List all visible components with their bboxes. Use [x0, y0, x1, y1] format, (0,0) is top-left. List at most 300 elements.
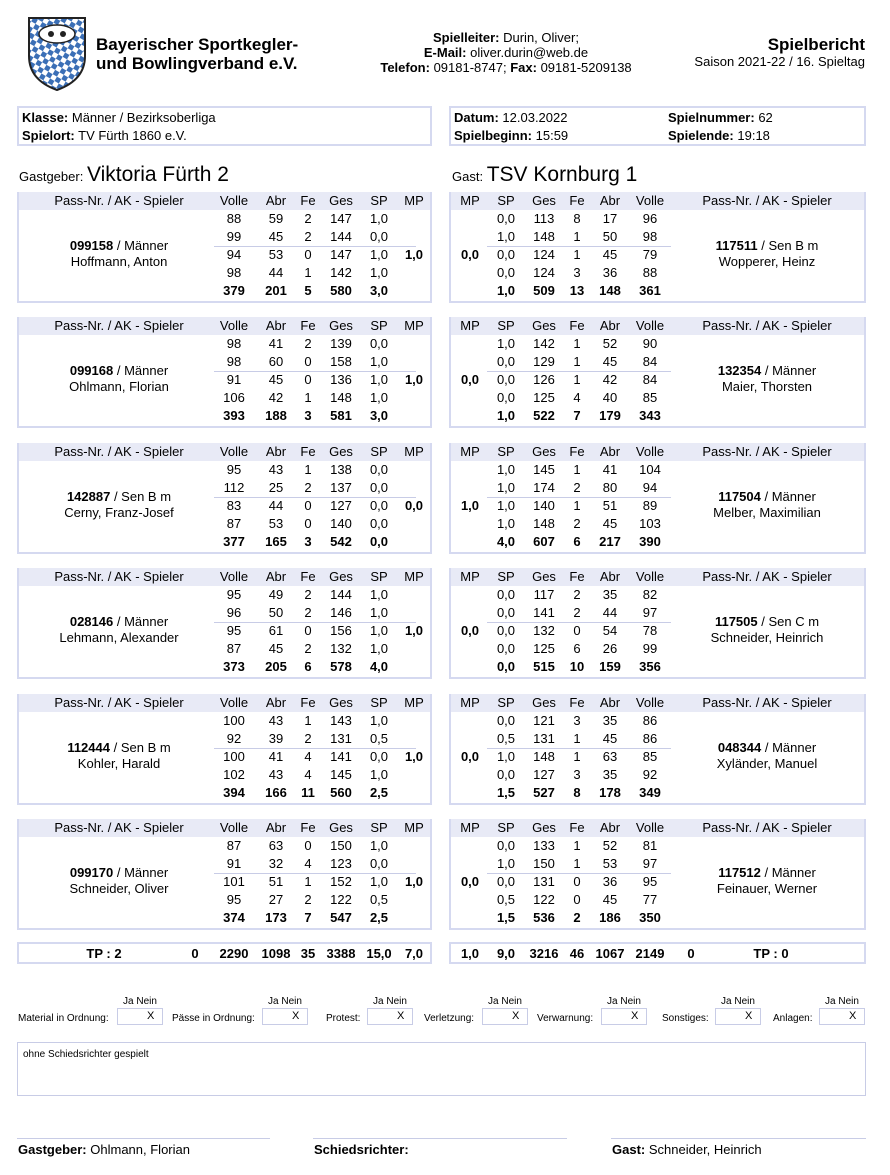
cell-abr: 43: [268, 713, 284, 728]
cell-ges: 148: [330, 390, 352, 405]
total-fe: 5: [304, 283, 312, 298]
cell-volle: 77: [642, 892, 658, 907]
col-pass-header: Pass-Nr. / AK - Spieler: [702, 318, 832, 333]
cell-volle: 91: [226, 856, 242, 871]
cell-sp: 0,0: [369, 856, 389, 871]
cell-volle: 98: [642, 229, 658, 244]
guest-table-header: [451, 694, 864, 712]
player-name: Schneider, Oliver: [69, 881, 169, 896]
cell-volle: 103: [639, 516, 661, 531]
check-label: Pässe in Ordnung:: [172, 1013, 255, 1024]
cell-ges: 148: [533, 516, 555, 531]
throw-row: [19, 712, 430, 730]
guest-total-box: [449, 942, 866, 964]
player-age-class: / Männer: [113, 238, 169, 253]
nein-label: Nein: [136, 996, 157, 1007]
total-row: [19, 784, 430, 802]
home-player-table: [17, 317, 432, 428]
player-pass-number: 117512: [718, 865, 761, 880]
cell-fe: 4: [304, 767, 312, 782]
check-box-2[interactable]: [367, 1008, 413, 1025]
home-team-label: Gastgeber:: [19, 169, 84, 184]
cell-abr: 51: [602, 498, 618, 513]
cell-sp: 1,0: [369, 641, 389, 656]
cell-sp: 1,0: [369, 390, 389, 405]
col-volle-header: Volle: [219, 569, 249, 584]
cell-sp: 0,0: [369, 498, 389, 513]
cell-sp: 1,0: [369, 354, 389, 369]
spielende-label: Spielende:: [668, 128, 734, 143]
nein-label: Nein: [838, 996, 859, 1007]
cell-ges: 141: [533, 605, 555, 620]
player-name: Feinauer, Werner: [716, 881, 818, 896]
cell-volle: 92: [226, 731, 242, 746]
ja-label: Ja: [721, 996, 732, 1007]
check-box-3[interactable]: [482, 1008, 528, 1025]
col-pass-header: Pass-Nr. / AK - Spieler: [54, 569, 184, 584]
col-pass-header: Pass-Nr. / AK - Spieler: [54, 695, 184, 710]
player-pass-number: 112444: [67, 740, 110, 755]
player-pass-number: 099158: [69, 238, 114, 253]
total-row: [451, 658, 864, 676]
nein-label: Nein: [386, 996, 407, 1007]
spielende-value: 19:18: [737, 128, 770, 143]
total-volle: 377: [223, 534, 245, 549]
cell-ges: 122: [533, 892, 555, 907]
cell-abr: 41: [268, 749, 284, 764]
cell-ges: 113: [533, 211, 555, 226]
col-ges-header: Ges: [532, 444, 556, 459]
cell-abr: 43: [268, 767, 284, 782]
cell-ges: 121: [533, 713, 555, 728]
total-volle: 356: [639, 659, 661, 674]
cell-sp: 1,0: [369, 874, 389, 889]
col-ges-header: Ges: [329, 569, 353, 584]
total-fe: 8: [573, 785, 581, 800]
cell-ges: 123: [330, 856, 352, 871]
telefon-value: 09181-8747;: [433, 60, 507, 75]
cell-sp: 0,0: [496, 372, 516, 387]
cell-abr: 35: [602, 587, 618, 602]
col-mp-header: MP: [404, 569, 424, 584]
guest-total-volle: 2149: [635, 946, 665, 961]
home-signature-label: Gastgeber:: [18, 1142, 87, 1157]
cell-abr: 45: [602, 731, 618, 746]
player-pass-number: 117511: [715, 238, 758, 253]
cell-volle: 96: [226, 605, 242, 620]
player-mp: 1,0: [404, 874, 424, 889]
cell-abr: 61: [268, 623, 284, 638]
total-sp: 2,5: [369, 910, 389, 925]
cell-ges: 140: [533, 498, 555, 513]
throw-row: [19, 837, 430, 855]
col-fe-header: Fe: [300, 318, 316, 333]
col-volle-header: Volle: [635, 820, 665, 835]
check-header: [721, 996, 755, 1007]
cell-sp: 1,0: [369, 605, 389, 620]
cell-fe: 2: [304, 336, 312, 351]
check-mark: X: [512, 1010, 520, 1022]
cell-abr: 45: [268, 641, 284, 656]
guest-player-table: [449, 819, 866, 930]
cell-fe: 2: [304, 605, 312, 620]
player-info: [39, 489, 199, 521]
cell-ges: 174: [533, 480, 555, 495]
cell-ges: 131: [533, 874, 555, 889]
guest-signature-label: Gast:: [612, 1142, 646, 1157]
cell-abr: 50: [602, 229, 618, 244]
cell-fe: 4: [304, 749, 312, 764]
check-mark: X: [631, 1010, 639, 1022]
cell-ges: 146: [330, 605, 352, 620]
col-volle-header: Volle: [635, 318, 665, 333]
player-pass-number: 142887: [66, 489, 111, 504]
cell-abr: 53: [602, 856, 618, 871]
org-line-2: und Bowlingverband e.V.: [96, 54, 298, 73]
col-mp-header: MP: [404, 193, 424, 208]
home-table-header: [19, 317, 430, 335]
cell-volle: 95: [226, 462, 242, 477]
row-separator: [487, 748, 671, 749]
player-pass-line: [39, 614, 199, 630]
home-table-header: [19, 443, 430, 461]
check-header: [268, 996, 302, 1007]
throw-row: [451, 461, 864, 479]
cell-ges: 139: [330, 336, 352, 351]
total-sp: 0,0: [496, 659, 516, 674]
referee-signature-label: Schiedsrichter:: [314, 1142, 409, 1157]
player-mp: 0,0: [460, 623, 480, 638]
cell-abr: 35: [602, 767, 618, 782]
cell-abr: 63: [602, 749, 618, 764]
cell-sp: 1,0: [369, 767, 389, 782]
total-ges: 542: [330, 534, 352, 549]
col-volle-header: Volle: [219, 318, 249, 333]
player-name: Xyländer, Manuel: [716, 756, 818, 771]
home-total-fe: 35: [300, 946, 316, 961]
col-abr-header: Abr: [265, 820, 287, 835]
total-ges: 509: [533, 283, 555, 298]
cell-volle: 100: [223, 749, 245, 764]
guest-player-table: [449, 317, 866, 428]
player-name: Ohlmann, Florian: [69, 379, 169, 394]
home-table-header: [19, 568, 430, 586]
total-ges: 580: [330, 283, 352, 298]
player-pass-line: [39, 740, 199, 756]
total-volle: 350: [639, 910, 661, 925]
cell-volle: 86: [642, 731, 658, 746]
col-pass-header: Pass-Nr. / AK - Spieler: [702, 569, 832, 584]
total-abr: 205: [265, 659, 287, 674]
klasse-label: Klasse:: [22, 110, 69, 125]
cell-fe: 1: [573, 336, 581, 351]
col-mp-header: MP: [460, 820, 480, 835]
cell-sp: 0,0: [496, 587, 516, 602]
check-box-1[interactable]: [262, 1008, 308, 1025]
total-abr: 178: [599, 785, 621, 800]
cell-volle: 91: [226, 372, 242, 387]
cell-abr: 52: [602, 336, 618, 351]
cell-sp: 0,0: [369, 462, 389, 477]
cell-sp: 0,0: [496, 247, 516, 262]
cell-sp: 0,0: [496, 641, 516, 656]
home-tp: TP : 2: [86, 946, 122, 961]
cell-abr: 25: [268, 480, 284, 495]
col-pass-header: Pass-Nr. / AK - Spieler: [702, 444, 832, 459]
cell-fe: 3: [573, 713, 581, 728]
check-label: Sonstiges:: [662, 1013, 709, 1024]
cell-sp: 0,0: [496, 838, 516, 853]
cell-volle: 87: [226, 516, 242, 531]
player-pass-number: 028146: [69, 614, 114, 629]
cell-ges: 141: [330, 749, 352, 764]
total-row: [451, 784, 864, 802]
col-abr-header: Abr: [265, 695, 287, 710]
check-mark: X: [849, 1010, 857, 1022]
check-box-5[interactable]: [715, 1008, 761, 1025]
check-header: [488, 996, 522, 1007]
cell-fe: 2: [573, 587, 581, 602]
total-volle: 349: [639, 785, 661, 800]
col-fe-header: Fe: [300, 820, 316, 835]
cell-volle: 87: [226, 641, 242, 656]
cell-fe: 2: [573, 605, 581, 620]
cell-abr: 45: [602, 516, 618, 531]
check-mark: X: [147, 1010, 155, 1022]
cell-abr: 44: [268, 498, 284, 513]
ja-label: Ja: [488, 996, 499, 1007]
row-separator: [487, 497, 671, 498]
throw-row: [19, 586, 430, 604]
cell-fe: 1: [573, 838, 581, 853]
cell-sp: 1,0: [369, 265, 389, 280]
cell-ges: 124: [533, 247, 555, 262]
col-volle-header: Volle: [635, 569, 665, 584]
player-pass-line: [39, 238, 199, 254]
cell-sp: 0,0: [496, 767, 516, 782]
guest-table-header: [451, 317, 864, 335]
player-mp: 0,0: [460, 372, 480, 387]
total-abr: 217: [599, 534, 621, 549]
remarks-box[interactable]: [17, 1042, 866, 1096]
col-sp-header: SP: [497, 444, 515, 459]
cell-fe: 0: [304, 498, 312, 513]
col-ges-header: Ges: [532, 569, 556, 584]
cell-abr: 53: [268, 516, 284, 531]
check-mark: X: [397, 1010, 405, 1022]
col-volle-header: Volle: [635, 695, 665, 710]
cell-ges: 143: [330, 713, 352, 728]
col-ges-header: Ges: [329, 820, 353, 835]
cell-ges: 131: [330, 731, 352, 746]
total-row: [19, 407, 430, 425]
cell-ges: 147: [330, 211, 352, 226]
col-sp-header: SP: [370, 695, 388, 710]
col-sp-header: SP: [370, 318, 388, 333]
cell-fe: 0: [304, 247, 312, 262]
email-value: oliver.durin@web.de: [470, 45, 589, 60]
total-sp: 2,5: [369, 785, 389, 800]
cell-volle: 95: [226, 587, 242, 602]
cell-volle: 94: [642, 480, 658, 495]
cell-fe: 1: [573, 731, 581, 746]
col-fe-header: Fe: [569, 695, 585, 710]
col-sp-header: SP: [497, 569, 515, 584]
col-volle-header: Volle: [219, 444, 249, 459]
col-volle-header: Volle: [635, 193, 665, 208]
cell-abr: 17: [602, 211, 618, 226]
home-total-ges: 3388: [326, 946, 356, 961]
cell-fe: 1: [573, 462, 581, 477]
home-total-box: [17, 942, 432, 964]
ja-label: Ja: [607, 996, 618, 1007]
cell-sp: 1,0: [496, 516, 516, 531]
total-fe: 6: [304, 659, 312, 674]
cell-sp: 1,0: [369, 372, 389, 387]
referee-signature-line: [313, 1138, 567, 1139]
organization-name: [96, 35, 298, 73]
cell-volle: 100: [223, 713, 245, 728]
cell-sp: 0,0: [496, 623, 516, 638]
col-sp-header: SP: [497, 695, 515, 710]
col-volle-header: Volle: [219, 193, 249, 208]
cell-volle: 98: [226, 336, 242, 351]
ja-label: Ja: [123, 996, 134, 1007]
player-age-class: / Männer: [113, 865, 169, 880]
total-sp: 3,0: [369, 283, 389, 298]
cell-volle: 90: [642, 336, 658, 351]
total-ges: 522: [533, 408, 555, 423]
check-box-0[interactable]: [117, 1008, 163, 1025]
cell-volle: 104: [639, 462, 661, 477]
cell-abr: 35: [602, 713, 618, 728]
cell-sp: 1,0: [496, 229, 516, 244]
cell-ges: 144: [330, 587, 352, 602]
col-abr-header: Abr: [599, 695, 621, 710]
cell-fe: 2: [573, 516, 581, 531]
player-info: [39, 238, 199, 270]
cell-sp: 1,0: [496, 480, 516, 495]
cell-sp: 0,0: [369, 749, 389, 764]
guest-team-name: TSV Kornburg 1: [486, 163, 638, 186]
player-age-class: / Sen B m: [110, 489, 172, 504]
col-volle-header: Volle: [219, 820, 249, 835]
player-mp: 1,0: [404, 247, 424, 262]
cell-abr: 52: [602, 838, 618, 853]
cell-volle: 92: [642, 767, 658, 782]
cell-ges: 117: [533, 587, 555, 602]
check-box-6[interactable]: [819, 1008, 865, 1025]
total-volle: 393: [223, 408, 245, 423]
col-fe-header: Fe: [569, 820, 585, 835]
col-abr-header: Abr: [265, 569, 287, 584]
fax-label: Fax:: [510, 60, 537, 75]
check-label: Protest:: [326, 1013, 361, 1024]
spielleiter-label: Spielleiter:: [433, 30, 500, 45]
row-separator: [487, 246, 671, 247]
nein-label: Nein: [620, 996, 641, 1007]
cell-sp: 1,0: [369, 838, 389, 853]
player-name: Maier, Thorsten: [721, 379, 813, 394]
player-pass-line: [39, 489, 199, 505]
player-pass-line: [687, 865, 847, 881]
player-info: [39, 740, 199, 772]
cell-sp: 1,0: [496, 749, 516, 764]
home-table-header: [19, 819, 430, 837]
cell-abr: 50: [268, 605, 284, 620]
player-info: [687, 865, 847, 897]
col-abr-header: Abr: [599, 193, 621, 208]
total-fe: 2: [573, 910, 581, 925]
cell-sp: 1,0: [369, 623, 389, 638]
col-abr-header: Abr: [265, 318, 287, 333]
cell-abr: 45: [268, 372, 284, 387]
col-volle-header: Volle: [635, 444, 665, 459]
guest-tp: TP : 0: [753, 946, 789, 961]
guest-total-abr: 1067: [595, 946, 625, 961]
col-mp-header: MP: [460, 569, 480, 584]
row-separator: [214, 873, 416, 874]
datum-value: 12.03.2022: [502, 110, 568, 125]
cell-fe: 1: [573, 372, 581, 387]
telefon-label: Telefon:: [380, 60, 430, 75]
col-ges-header: Ges: [532, 820, 556, 835]
check-label: Material in Ordnung:: [18, 1013, 109, 1024]
check-header: [607, 996, 641, 1007]
check-box-4[interactable]: [601, 1008, 647, 1025]
email-label: E-Mail:: [423, 45, 467, 60]
total-row: [451, 282, 864, 300]
total-abr: 148: [599, 283, 621, 298]
total-ges: 515: [533, 659, 555, 674]
cell-abr: 53: [268, 247, 284, 262]
cell-ges: 127: [533, 767, 555, 782]
col-mp-header: MP: [460, 695, 480, 710]
cell-abr: 45: [602, 892, 618, 907]
cell-volle: 98: [226, 354, 242, 369]
cell-fe: 4: [304, 856, 312, 871]
cell-abr: 36: [602, 265, 618, 280]
cell-sp: 0,0: [369, 336, 389, 351]
total-row: [451, 407, 864, 425]
cell-volle: 79: [642, 247, 658, 262]
total-sp: 1,0: [496, 408, 516, 423]
throw-row: [451, 210, 864, 228]
player-name: Kohler, Harald: [77, 756, 161, 771]
col-ges-header: Ges: [532, 318, 556, 333]
cell-volle: 83: [226, 498, 242, 513]
cell-ges: 137: [330, 480, 352, 495]
cell-volle: 88: [226, 211, 242, 226]
cell-fe: 1: [304, 713, 312, 728]
cell-ges: 132: [533, 623, 555, 638]
total-volle: 379: [223, 283, 245, 298]
cell-abr: 41: [602, 462, 618, 477]
report-title-block: [694, 36, 865, 70]
ja-label: Ja: [268, 996, 279, 1007]
total-volle: 373: [223, 659, 245, 674]
cell-ges: 126: [533, 372, 555, 387]
col-pass-header: Pass-Nr. / AK - Spieler: [54, 193, 184, 208]
cell-ges: 142: [533, 336, 555, 351]
player-info: [687, 238, 847, 270]
row-separator: [214, 246, 416, 247]
total-sp: 1,5: [496, 910, 516, 925]
home-total-sp: 15,0: [366, 946, 392, 961]
total-fe: 7: [304, 910, 312, 925]
player-info: [39, 614, 199, 646]
cell-abr: 45: [602, 247, 618, 262]
